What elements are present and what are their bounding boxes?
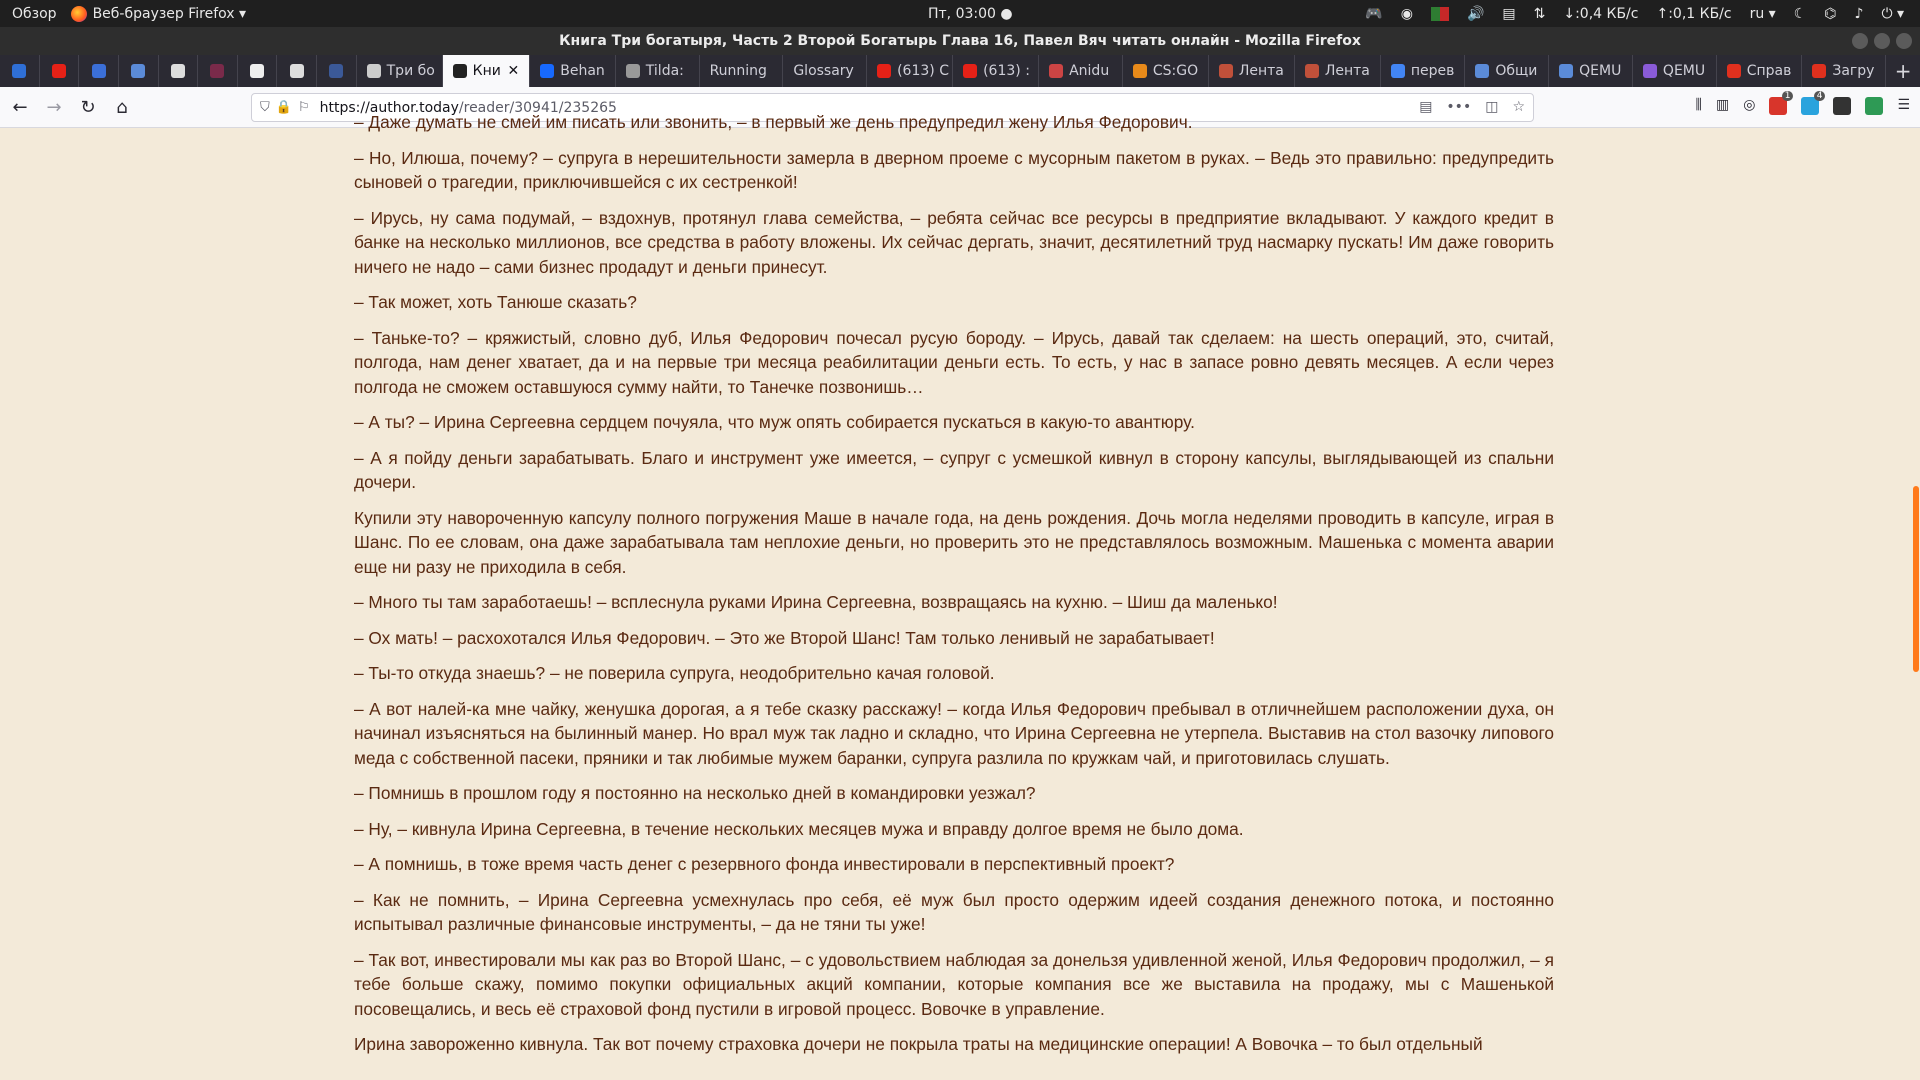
scrollbar[interactable] <box>1912 128 1920 1080</box>
ext-blue-icon[interactable] <box>1801 91 1823 115</box>
tab[interactable] <box>238 55 278 87</box>
system-top-bar <box>0 0 1920 27</box>
tilda-icon <box>626 64 640 78</box>
new-tab-button[interactable]: + <box>1894 59 1912 83</box>
behance-icon <box>540 64 554 78</box>
tab[interactable] <box>1465 55 1549 87</box>
tab-active[interactable] <box>443 55 531 87</box>
ext-dark-icon[interactable] <box>1833 97 1851 115</box>
maximize-button[interactable] <box>1874 33 1890 49</box>
youtube-icon <box>963 64 977 78</box>
network-icon[interactable]: ⌬ <box>1824 5 1837 22</box>
chess-icon <box>250 64 264 78</box>
speaker-icon[interactable]: ♪ <box>1854 5 1864 22</box>
close-button[interactable] <box>1896 33 1912 49</box>
steam-icon[interactable]: ◉ <box>1400 5 1413 22</box>
activities-button[interactable]: Обзор <box>12 5 57 22</box>
youtube-icon <box>52 64 66 78</box>
tab[interactable] <box>616 55 700 87</box>
tab[interactable] <box>1549 55 1633 87</box>
url-host: https://author.today <box>319 99 459 116</box>
paragraph: – А вот налей-ка мне чайку, женушка дорогая, а я тебе сказку расскажу! – когда Илья Федорович пребывал в отличнейшем расположении духа, он начинал изъясняться на былинный манер. Но врал муж так ладно и складно, что Ирина Сергеевна не утерпела. Выставив на стол вазочку липового меда с собственной пасеки, пряники и так любимые мужем баранки, супруга разлила по кружкам чай, и приготовилась слушать. <box>354 698 1554 768</box>
window-controls <box>1852 33 1912 49</box>
app-menu[interactable] <box>71 6 247 22</box>
paragraph: – Ирусь, ну сама подумай, – вздохнув, протянул глава семейства, – ребята сейчас все ресурсы в предприятие вкладывают. У каждого кредит в банке на несколько миллионов, все средства в работу вложены. Их сейчас дергать, значит, десятилетний труд насмарку пускать! Им даже говорить ничего не надо – сами бизнес продадут и деньги принесут. <box>354 207 1554 277</box>
tab-label: Anidu <box>1069 63 1110 79</box>
tab-label: Tilda: <box>645 63 684 79</box>
keyboard-layout[interactable]: ru ▾ <box>1749 5 1776 22</box>
back-button[interactable]: ← <box>12 96 28 118</box>
tab[interactable] <box>277 55 317 87</box>
minimize-button[interactable] <box>1852 33 1868 49</box>
qemu-icon <box>1475 64 1489 78</box>
pause-icon <box>131 64 145 78</box>
qemu-icon <box>1643 64 1657 78</box>
paragraph: – А я пойду деньги зарабатывать. Благо и инструмент уже имеется, – супруг с усмешкой кивнул в сторону капсулы, выглядывающей из спальни дочери. <box>354 447 1554 492</box>
tab[interactable] <box>1123 55 1209 87</box>
qemu-icon <box>1559 64 1573 78</box>
tab-label: Загру <box>1832 63 1875 79</box>
tab[interactable] <box>1039 55 1123 87</box>
extension-badge: 1 <box>1782 91 1794 101</box>
tab-label: перев <box>1410 63 1455 79</box>
facebook-icon <box>329 64 343 78</box>
tab-label: Справ <box>1746 63 1792 79</box>
site-security-icons[interactable] <box>260 100 310 115</box>
paragraph: – Ох мать! – расхохотался Илья Федорович. – Это же Второй Шанс! Там только ленивый не зарабатывает! <box>354 627 1215 648</box>
tab[interactable] <box>198 55 238 87</box>
paragraph: – Ну, – кивнула Ирина Сергеевна, в течение нескольких месяцев мужа и вправду долгое время не было дома. <box>354 818 1244 839</box>
author-today-icon <box>367 64 381 78</box>
tab[interactable] <box>1633 55 1717 87</box>
permissions-icon[interactable]: ⚐ <box>297 100 310 115</box>
tab-label: QEMU <box>1579 63 1622 79</box>
extension-badge: 4 <box>1814 91 1826 101</box>
paragraph: Ирина завороженно кивнула. Так вот почему страховка дочери не покрыла траты на медицинские операции! А Вовочка – то был отдельный <box>354 1034 1483 1054</box>
scrollbar-thumb[interactable] <box>1913 486 1919 672</box>
tab[interactable] <box>1381 55 1466 87</box>
tab[interactable] <box>79 55 119 87</box>
account-icon[interactable]: ◎ <box>1743 97 1756 113</box>
mail-icon <box>12 64 26 78</box>
tab-label: Glossary <box>793 63 854 79</box>
adobe-icon <box>1812 64 1826 78</box>
reader-view-icon[interactable]: ▤ <box>1419 99 1433 115</box>
paragraph: – А помнишь, в тоже время часть денег с резервного фонда инвестировали в перспективный проект? <box>354 854 1175 874</box>
author-today-icon <box>453 64 467 78</box>
discord-icon[interactable]: 🎮 <box>1365 5 1383 22</box>
author-today-icon <box>171 64 185 78</box>
tab[interactable] <box>1295 55 1381 87</box>
home-button[interactable]: ⌂ <box>116 96 128 118</box>
lock-icon[interactable]: 🔒 <box>275 100 292 115</box>
paragraph: – Но, Илюша, почему? – супруга в нерешительности замерла в дверном проеме с мусорным пакетом в руках. – Ведь это правильно: предупредить сыновей о трагедии, приключившейся с их сестренкой! <box>354 147 1554 192</box>
network-arrows-icon[interactable]: ⇅ <box>1533 5 1546 22</box>
dark-app-icon <box>210 64 224 78</box>
bookmark-star-icon[interactable]: ☆ <box>1512 99 1525 115</box>
clock[interactable]: Пт, 03:00 ● <box>928 5 1013 22</box>
tab[interactable] <box>1802 55 1886 87</box>
tab[interactable] <box>159 55 199 87</box>
anidub-icon <box>1049 64 1063 78</box>
volume-icon[interactable]: 🔊 <box>1466 5 1485 22</box>
paragraph: – Ты-то откуда знаешь? – не поверила супруга, неодобрительно качая головой. <box>354 663 995 683</box>
paragraph: – Помнишь в прошлом году я постоянно на несколько дней в командировки уезжал? <box>354 783 1036 803</box>
paragraph: – А ты? – Ирина Сергеевна сердцем почуяла, что муж опять собирается пускаться в какую-то авантюру. <box>354 412 1195 432</box>
book-icon <box>1219 64 1233 78</box>
adobe-icon <box>1727 64 1741 78</box>
tab-label: Лента <box>1238 63 1284 79</box>
pen-icon <box>290 64 304 78</box>
tab-label: (613) С <box>897 63 949 79</box>
url-path: /reader/30941/235265 <box>458 99 617 116</box>
toolbar-right <box>1695 91 1910 115</box>
page-content <box>0 112 1920 1080</box>
sidebar-icon[interactable]: ▥ <box>1715 97 1730 113</box>
forward-button[interactable]: → <box>46 96 62 118</box>
close-tab-icon[interactable]: ✕ <box>507 63 520 79</box>
net-up-speed: ↑:0,1 КБ/с <box>1656 5 1732 22</box>
shield-green-icon[interactable] <box>1865 97 1883 115</box>
tab[interactable] <box>953 55 1039 87</box>
tab-label: QEMU <box>1662 63 1706 79</box>
tab-strip <box>0 55 1920 87</box>
tab[interactable] <box>867 55 953 87</box>
tab-label: Лента <box>1324 63 1370 79</box>
csgo-icon <box>1133 64 1147 78</box>
paragraph: – Таньке-то? – кряжистый, словно дуб, Илья Федорович почесал русую бороду. – Ирусь, давай так сделаем: на шесть операций, это, считай, полгода, нам денег хватает, да и на первые три месяца реабилитации деньги есть. То есть, у нас в запасе ровно девять месяцев. А если через полгода не сможем оставшуюся сумму найти, то Танечке позвонишь… <box>354 327 1554 397</box>
net-down-speed: ↓:0,4 КБ/с <box>1563 5 1639 22</box>
firefox-icon <box>71 6 87 22</box>
google-icon <box>1391 64 1405 78</box>
tab-label: Behan <box>560 63 605 79</box>
tab[interactable] <box>783 55 867 87</box>
tab-label: CS:GO <box>1152 63 1199 79</box>
tab[interactable] <box>530 55 616 87</box>
tab[interactable] <box>700 55 784 87</box>
tab[interactable] <box>119 55 159 87</box>
youtube-icon <box>877 64 891 78</box>
tab[interactable] <box>317 55 357 87</box>
page-actions-icon[interactable]: ••• <box>1446 99 1472 115</box>
abp-icon[interactable] <box>1769 91 1791 115</box>
clipboard-icon[interactable]: ▤ <box>1502 5 1516 22</box>
night-light-icon[interactable]: ☾ <box>1793 5 1807 22</box>
tab[interactable] <box>1717 55 1803 87</box>
tracking-protection-icon[interactable]: ⛉ <box>260 100 270 115</box>
pocket-icon[interactable]: ◫ <box>1485 99 1499 115</box>
tab-label: (613) : <box>983 63 1030 79</box>
library-icon[interactable]: ⫼ <box>1695 97 1702 113</box>
paragraph: – Как не помнить, – Ирина Сергеевна усмехнулась про себя, её муж был просто одержим идеей создания денежного потока, и постоянно испытывал различные финансовые инструменты, – да не тяни ты уже! <box>354 889 1554 934</box>
system-tray <box>1365 0 1920 27</box>
paragraph: – Так может, хоть Танюше сказать? <box>354 292 637 312</box>
paragraph: Купили эту навороченную капсулу полного погружения Маше в начале года, на день рождения. Дочь могла неделями проводить в капсуле, играя в Шанс. По ее словам, она даже зарабатывала там неплохие деньги, но проверить это не представлялось возможным. Машенька с момента аварии еще ни разу не приходила в себя. <box>354 507 1554 577</box>
reader-text <box>354 110 1554 1068</box>
tab-label: Кни <box>472 63 501 79</box>
paragraph: – Так вот, инвестировали мы как раз во Второй Шанс, – с удовольствием наблюдая за донельзя удивленной женой, Илья Федорович продолжил, – я тебе больше скажу, помимо покупки официальных акций компании, которые компания все же выставила на продажу, мы с Машенькой посовещались, и весь её страховой фонд пустили в игровой процесс. Вовочке в управление. <box>354 949 1554 1019</box>
hamburger-menu-icon[interactable]: ☰ <box>1897 97 1910 113</box>
tab[interactable] <box>40 55 80 87</box>
tab-label: Три бо <box>386 63 435 79</box>
tab[interactable] <box>1209 55 1295 87</box>
system-monitor-icon[interactable] <box>1431 7 1449 21</box>
audio-playing-icon <box>92 64 106 78</box>
tab[interactable] <box>0 55 40 87</box>
book-icon <box>1305 64 1319 78</box>
paragraph: – Даже думать не смей им писать или звонить, – в первый же день предупредил жену Илья Федорович. <box>354 112 1193 132</box>
tab[interactable] <box>357 55 443 87</box>
tab-label: Running <box>709 63 767 79</box>
tab-label: Общи <box>1495 63 1538 79</box>
power-icon[interactable]: ⏻ ▾ <box>1881 5 1904 22</box>
window-title: Книга Три богатыря, Часть 2 Второй Богатырь Глава 16, Павел Вяч читать онлайн - Mozilla Firefox <box>559 33 1361 49</box>
reload-button[interactable]: ↻ <box>80 96 96 118</box>
window-title-bar <box>0 27 1920 55</box>
app-menu-label: Веб-браузер Firefox ▾ <box>92 5 247 22</box>
paragraph: – Много ты там заработаешь! – всплеснула руками Ирина Сергеевна, возвращаясь на кухню. – Шиш да маленько! <box>354 592 1278 612</box>
